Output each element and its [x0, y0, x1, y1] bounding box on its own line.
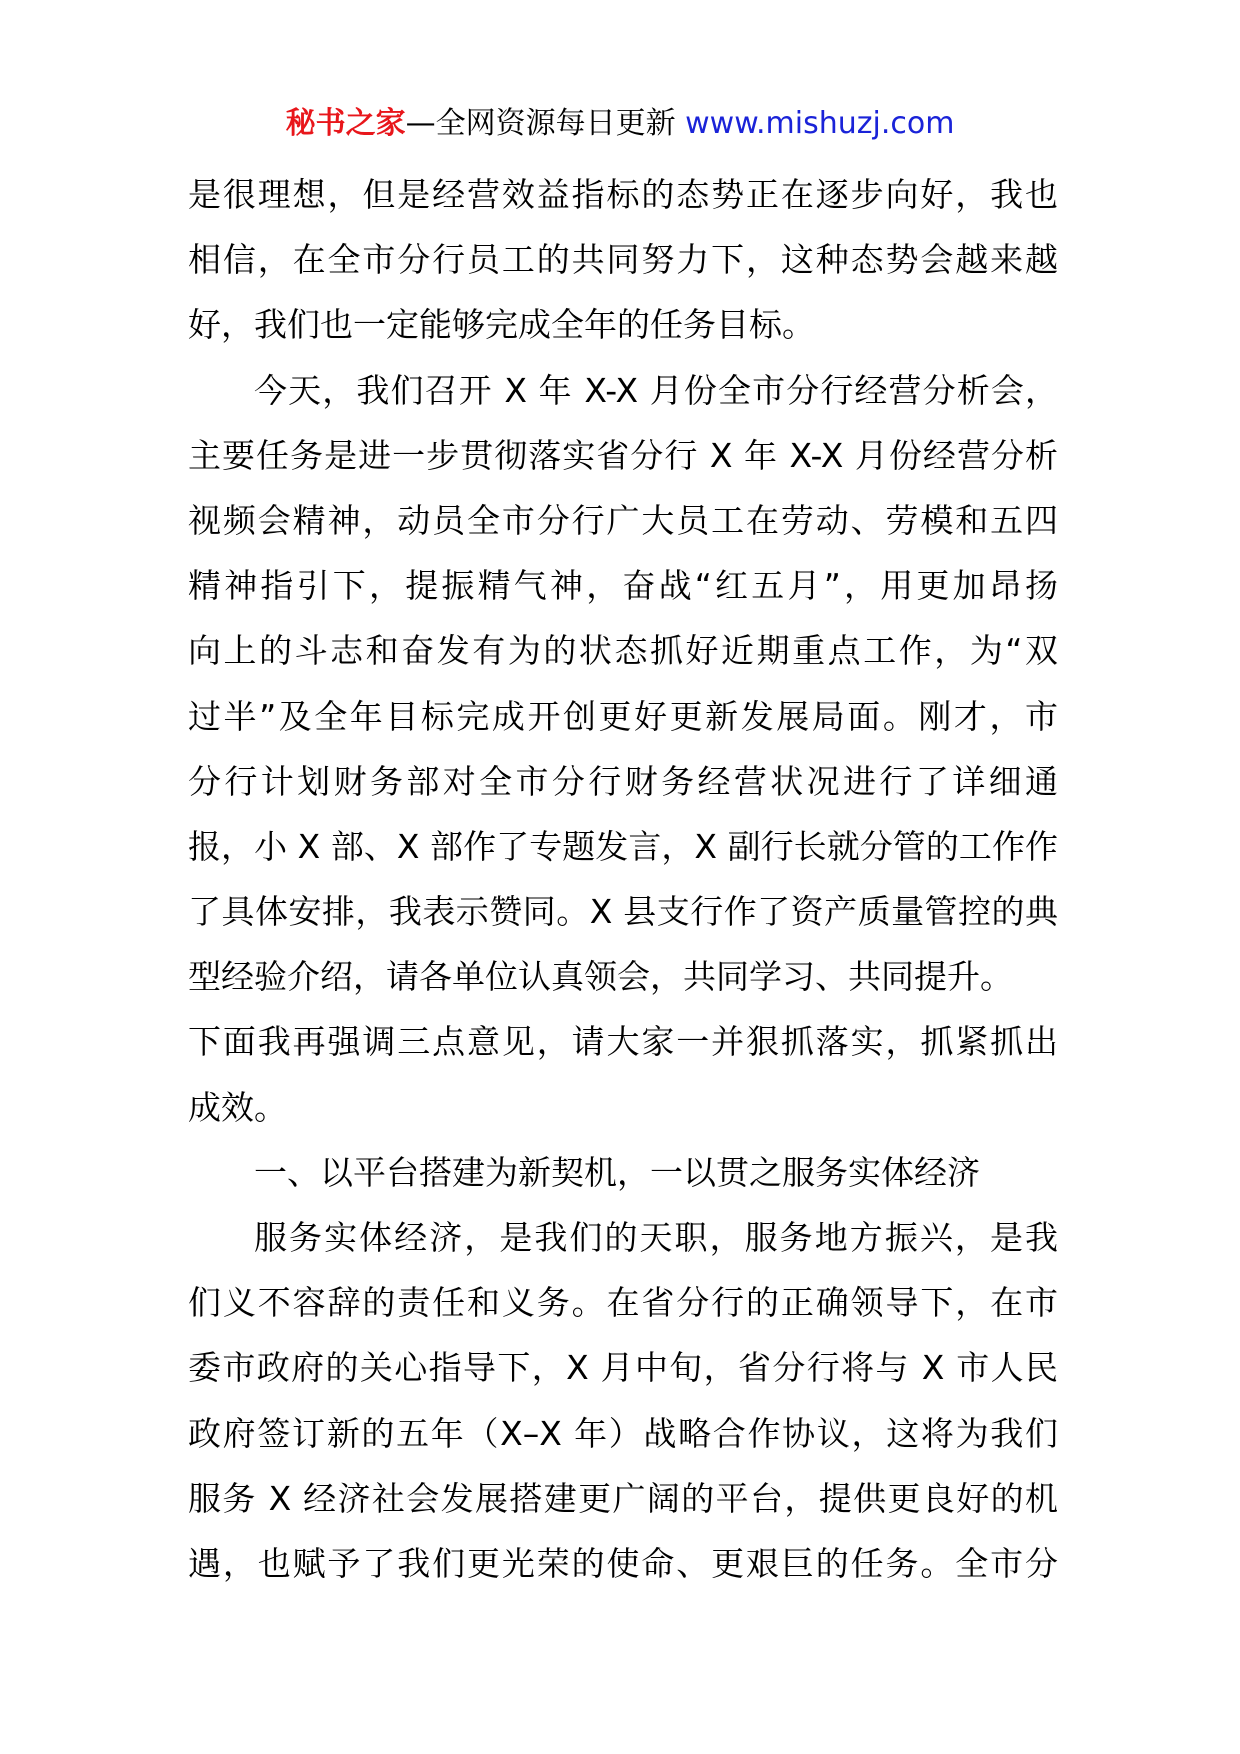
- paragraph-start-line: 今天，我们召开 X 年 X-X 月份全市分行经营分析会，: [254, 370, 1058, 410]
- text-line: 服务 X 经济社会发展搭建更广阔的平台，提供更良好的机: [188, 1478, 1058, 1518]
- text-line: 主要任务是进一步贯彻落实省分行 X 年 X-X 月份经营分析: [188, 435, 1058, 475]
- text-line: 精神指引下，提振精气神，奋战“红五月”，用更加昂扬: [188, 566, 1058, 606]
- text-line: 了具体安排，我表示赞同。X 县支行作了资产质量管控的典: [188, 892, 1058, 932]
- paragraph-start-line: 服务实体经济，是我们的天职，服务地方振兴，是我: [254, 1218, 1058, 1257]
- text-line: 过半”及全年目标完成开创更好更新发展局面。刚才，市: [188, 696, 1058, 736]
- text-line: 好，我们也一定能够完成全年的任务目标。: [188, 305, 815, 345]
- text-line: 遇，也赋予了我们更光荣的使命、更艰巨的任务。全市分: [188, 1543, 1058, 1583]
- text-line: 分行计划财务部对全市分行财务经营状况进行了详细通: [188, 761, 1058, 801]
- text-line: 委市政府的关心指导下，X 月中旬，省分行将与 X 市人民: [188, 1348, 1058, 1388]
- text-line: 向上的斗志和奋发有为的状态抓好近期重点工作，为“双: [188, 631, 1058, 671]
- text-line: 是很理想，但是经营效益指标的态势正在逐步向好，我也: [188, 175, 1058, 214]
- header-slogan: —全网资源每日更新: [405, 106, 676, 141]
- text-line: 型经验介绍，请各单位认真领会，共同学习、共同提升。: [188, 957, 1013, 997]
- text-line: 视频会精神，动员全市分行广大员工在劳动、劳模和五四: [188, 500, 1058, 540]
- document-body: [188, 162, 1058, 1596]
- site-url-link[interactable]: www.mishuzj.com: [685, 106, 955, 141]
- section-heading: 一、以平台搭建为新契机，一以贯之服务实体经济: [254, 1152, 980, 1192]
- text-line: 报，小 X 部、X 部作了专题发言，X 副行长就分管的工作作: [188, 826, 1058, 866]
- text-line: 们义不容辞的责任和义务。在省分行的正确领导下，在市: [188, 1283, 1058, 1323]
- text-line: 下面我再强调三点意见，请大家一并狠抓落实，抓紧抓出: [188, 1022, 1058, 1062]
- text-line: 政府签订新的五年（X–X 年）战略合作协议，这将为我们: [188, 1413, 1058, 1453]
- text-line: 相信，在全市分行员工的共同努力下，这种态势会越来越: [188, 240, 1058, 280]
- brand-name: 秘书之家: [285, 106, 406, 141]
- text-line: 成效。: [188, 1087, 287, 1127]
- site-header: [0, 102, 1240, 146]
